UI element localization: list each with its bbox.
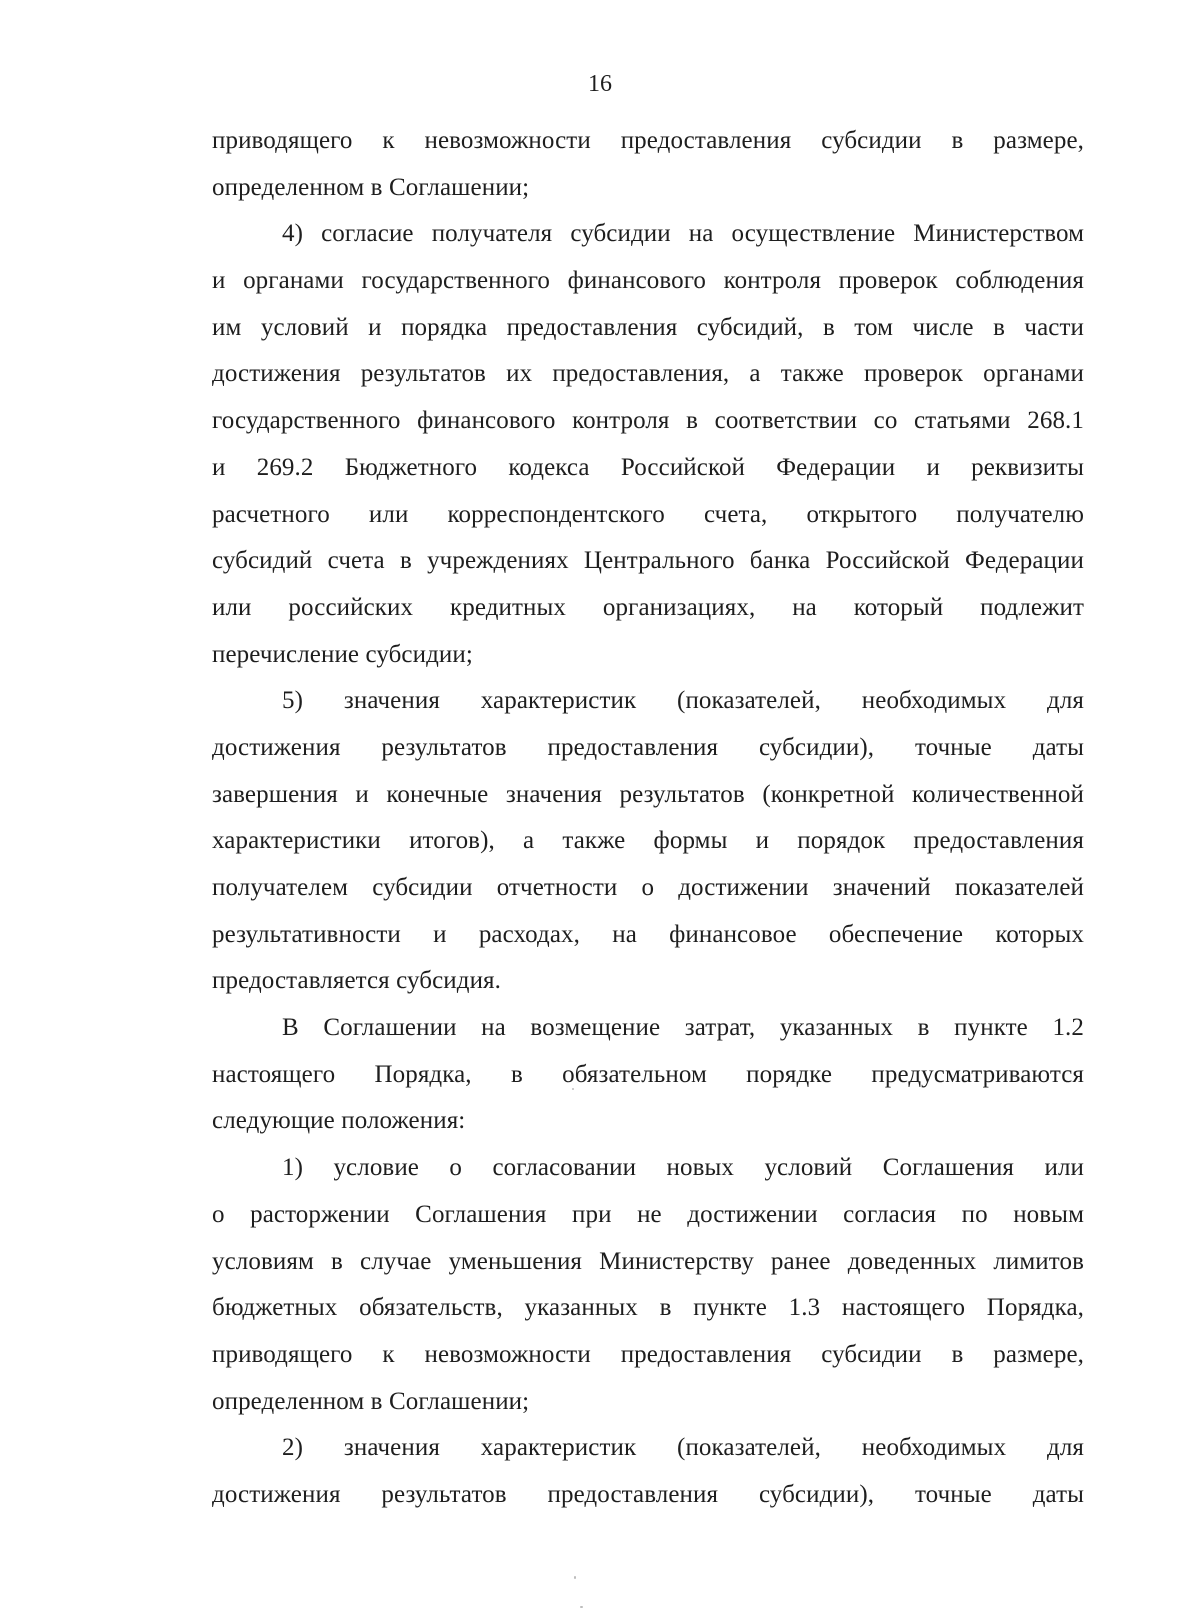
text-line: предоставляется субсидия.	[212, 967, 502, 995]
text-line: следующие положения:	[212, 1107, 466, 1135]
text-line: достижения результатов их предоставления, а также проверок органами	[212, 360, 1084, 388]
text-line: о расторжении Соглашения при не достижении согласия по новым	[212, 1200, 1084, 1228]
text-line: условиям в случае уменьшения Министерству ранее доведенных лимитов	[212, 1247, 1084, 1275]
text-line: настоящего Порядка, в обязательном порядке предусматриваются	[212, 1060, 1084, 1088]
text-line: приводящего к невозможности предоставления субсидии в размере,	[212, 1340, 1084, 1368]
scan-artifact	[574, 1576, 576, 1579]
text-line: им условий и порядка предоставления субсидий, в том числе в части	[212, 313, 1084, 341]
text-line: и 269.2 Бюджетного кодекса Российской Федерации и реквизиты	[212, 453, 1084, 481]
body-text	[212, 118, 1084, 1519]
text-line: 4) согласие получателя субсидии на осуществление Министерством	[282, 220, 1084, 248]
text-line: 1) условие о согласовании новых условий Соглашения или	[282, 1154, 1084, 1182]
text-line: результативности и расходах, на финансовое обеспечение которых	[212, 920, 1084, 948]
text-line: расчетного или корреспондентского счета, открытого получателю	[212, 500, 1084, 528]
text-line: приводящего к невозможности предоставления субсидии в размере,	[212, 127, 1084, 154]
text-line: завершения и конечные значения результатов (конкретной количественной	[212, 780, 1084, 808]
scan-artifact	[580, 1606, 583, 1608]
text-line: достижения результатов предоставления субсидии), точные даты	[212, 1480, 1084, 1508]
text-line: перечисление субсидии;	[212, 640, 473, 668]
text-line: и органами государственного финансового контроля проверок соблюдения	[212, 267, 1084, 295]
text-line: 2) значения характеристик (показателей, необходимых для	[282, 1434, 1084, 1462]
scan-artifact	[572, 1088, 574, 1090]
text-line: государственного финансового контроля в соответствии со статьями 268.1	[212, 407, 1084, 435]
text-line: определенном в Соглашении;	[212, 1387, 530, 1415]
page-number: 16	[588, 71, 612, 97]
text-line: достижения результатов предоставления субсидии), точные даты	[212, 733, 1084, 761]
text-line: субсидий счета в учреждениях Центрального банка Российской Федерации	[212, 547, 1084, 575]
text-line: характеристики итогов), а также формы и порядок предоставления	[212, 827, 1084, 855]
text-line: или российских кредитных организациях, на который подлежит	[212, 593, 1084, 621]
text-line: бюджетных обязательств, указанных в пункте 1.3 настоящего Порядка,	[212, 1294, 1084, 1322]
text-line: В Соглашении на возмещение затрат, указанных в пункте 1.2	[282, 1014, 1084, 1042]
text-line: определенном в Соглашении;	[212, 173, 530, 201]
text-line: 5) значения характеристик (показателей, необходимых для	[282, 687, 1084, 715]
text-line: получателем субсидии отчетности о достижении значений показателей	[212, 874, 1084, 901]
